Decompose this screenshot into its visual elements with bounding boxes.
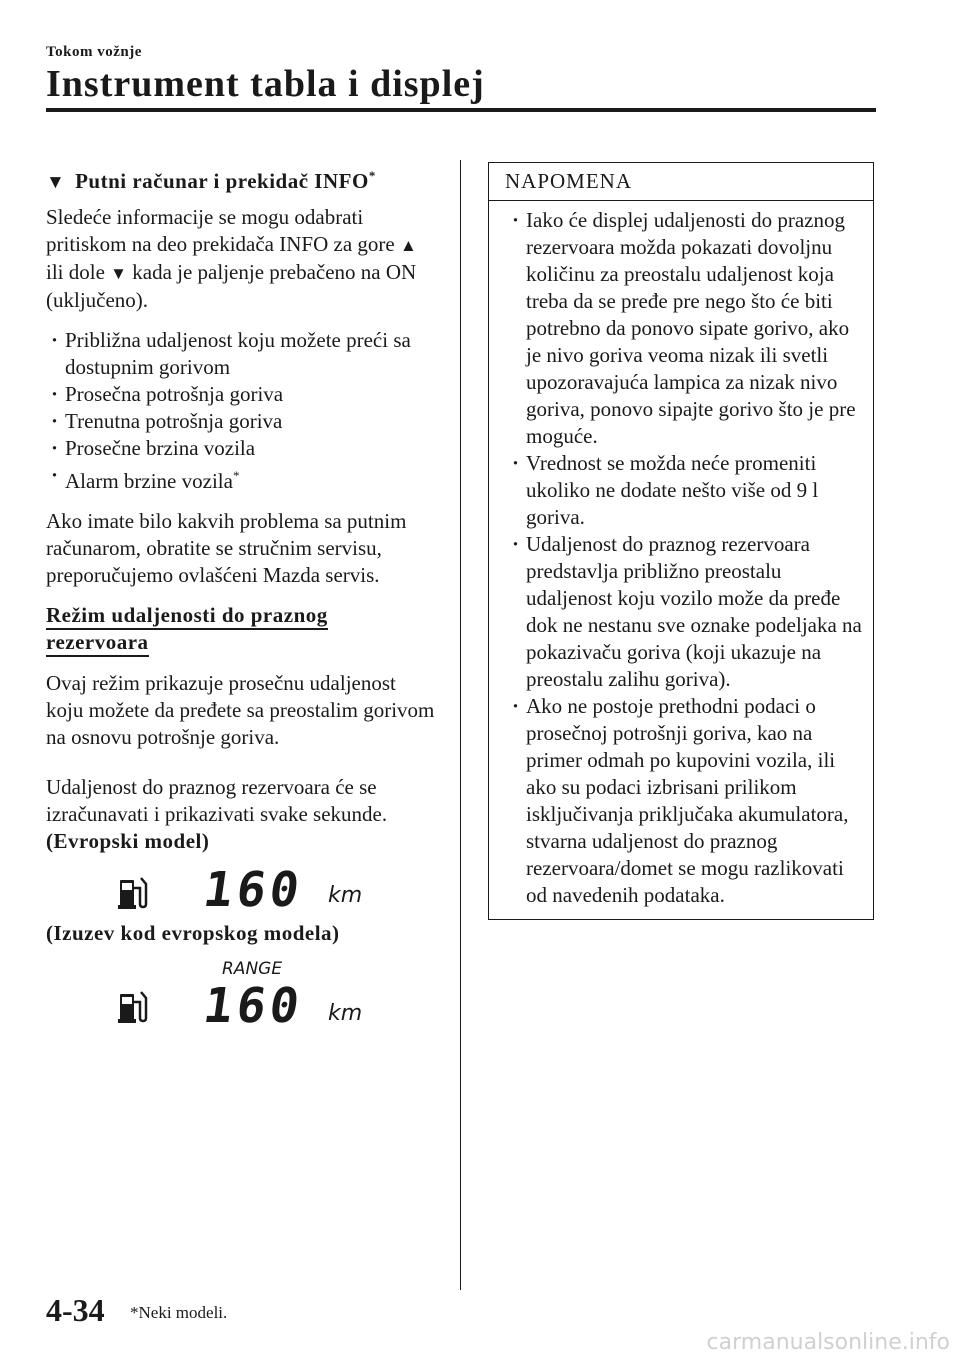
note-title: NAPOMENA <box>489 163 873 201</box>
trip-computer-heading <box>46 162 436 196</box>
range-unit: km <box>328 1001 363 1026</box>
range-label: RANGE <box>222 959 283 979</box>
range-display-european <box>46 862 436 920</box>
range-value: 160 <box>200 862 307 918</box>
intro-paragraph: Sledeće informacije se mogu odabrati pritiskom na deo prekidača INFO za gore ▲ ili dole ▼ kada je paljenje prebačeno na ON (uključeno). <box>46 205 417 312</box>
fuel-pump-icon <box>116 874 150 912</box>
list-item: · Ako ne postoje prethodni podaci o prosečnoj potrošnji goriva, kao na primer odmah po kupovini vozila, ili ako su podaci izbrisani prilikom isključivanja priključaka akumulatora, stvarna udaljenost do praznog rezervoara/domet se mogu razlikovati od navedenih podataka. <box>507 693 865 909</box>
footnote-star: * <box>368 168 376 183</box>
info-list <box>46 327 436 495</box>
triangle-down-icon: ▼ <box>46 172 66 193</box>
note-box <box>488 162 874 920</box>
list-item: · Alarm brzine vozila* <box>46 462 436 495</box>
list-item: · Prosečna potrošnja goriva <box>46 381 436 408</box>
range-unit: km <box>328 883 363 908</box>
list-item: · Prosečne brzina vozila <box>46 435 436 462</box>
list-item: · Iako će displej udaljenosti do praznog rezervoara možda pokazati dovoljnu količinu za preostalu udaljenost koja treba da se pređe pre nego što će biti potrebno da ponovo sipate gorivo, ako je nivo goriva veoma nizak ili svetli upozoravajuća lampica za nizak nivo goriva, ponovo sipajte gorivo što je pre moguće. <box>507 207 865 450</box>
section-label: Tokom vožnje <box>46 44 142 60</box>
footnote-star: * <box>232 468 240 483</box>
list-item: · Približna udaljenost koju možete preći sa dostupnim gorivom <box>46 327 436 381</box>
range-mode-heading: Režim udaljenosti do praznog rezervoara <box>46 602 436 656</box>
fuel-pump-icon <box>116 988 150 1026</box>
other-model-label: (Izuzev kod evropskog modela) <box>46 921 340 945</box>
range-mode-paragraph: Ovaj režim prikazuje prosečnu udaljenost koju možete da pređete sa preostalim gorivom na osnovu potrošnje goriva. <box>46 671 435 749</box>
list-item: · Udaljenost do praznog rezervoara predstavlja približno preostalu udaljenost koju vozilo može da pređe dok ne nestanu sve oznake podeljaka na pokazivaču goriva (koji ukazuje na preostalu zalihu goriva). <box>507 531 865 693</box>
header-rule <box>46 108 876 112</box>
footnote: *Neki modeli. <box>130 1303 228 1322</box>
range-display-other <box>46 960 436 1034</box>
european-model-label: (Evropski model) <box>46 829 210 853</box>
watermark: carmanualsonline.info <box>706 1330 950 1355</box>
service-paragraph: Ako imate bilo kakvih problema sa putnim računarom, obratite se stručnim servisu, preporučujemo ovlašćeni Mazda servis. <box>46 509 407 587</box>
chapter-title: Instrument tabla i displej <box>46 63 485 105</box>
range-value: 160 <box>200 978 307 1034</box>
trip-computer-heading-text: Putni računar i prekidač INFO <box>75 169 369 193</box>
note-list <box>489 201 873 919</box>
list-item: · Vrednost se možda neće promeniti ukoliko ne dodate nešto više od 9 l goriva. <box>507 450 865 531</box>
page-number: 4-34 <box>46 1292 105 1328</box>
triangle-up-icon: ▲ <box>399 236 417 255</box>
column-divider <box>460 160 461 1290</box>
list-item: · Trenutna potrošnja goriva <box>46 408 436 435</box>
left-column <box>46 162 436 1034</box>
range-calc-paragraph: Udaljenost do praznog rezervoara će se izračunavati i prikazivati svake sekunde. <box>46 775 388 826</box>
triangle-down-icon: ▼ <box>110 264 127 283</box>
